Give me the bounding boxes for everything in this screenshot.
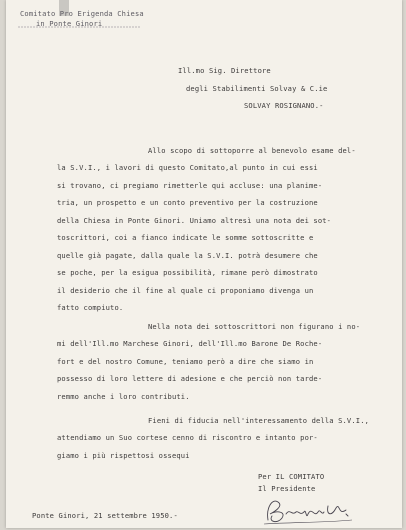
body-p1-line-4: tria, un prospetto e un conto preventivo per la costruzione [57, 198, 318, 207]
closing-line-2: Il Presidente [258, 484, 316, 493]
body-p2-line-1: Nella nota dei sottoscrittori non figurano i no- [148, 322, 361, 331]
body-p1-line-3: si trovano, ci pregiamo rimetterle qui accluse: una planime- [57, 181, 323, 190]
recipient-line-1: Ill.mo Sig. Direttore [178, 66, 271, 75]
body-p1-line-5: della Chiesa in Ponte Ginori. Uniamo altresì una nota dei sot- [57, 216, 332, 225]
body-p1-line-6: toscrittori, coi a fianco indicate le somme sottoscritte e [57, 233, 314, 242]
body-p1-line-1: Allo scopo di sottoporre al benevolo esame del- [148, 146, 356, 155]
letter-sheet [6, 0, 402, 528]
body-p3-line-3: giamo i più rispettosi ossequi [57, 451, 190, 460]
recipient-line-2: degli Stabilimenti Solvay & C.ie [186, 84, 328, 93]
body-p2-line-4: possesso di loro lettere di adesione e che perciò non tarde- [57, 374, 323, 383]
letterhead-line-2: in Ponte Ginori [36, 19, 103, 28]
body-p1-line-10: fatto compiuto. [57, 303, 124, 312]
place-date: Ponte Ginori, 21 settembre 1950.- [32, 511, 178, 520]
letterhead-underline [18, 6, 154, 31]
closing-line-1: Per IL COMITATO [258, 472, 325, 481]
body-p2-line-3: fort e del nostro Comune, teniamo però a dire che siamo in [57, 357, 314, 366]
body-p1-line-7: quelle già pagate, dalla quale la S.V.I. potrà desumere che [57, 251, 318, 260]
body-p3-line-1: Fieni di fiducia nell'interessamento della S.V.I., [148, 416, 370, 425]
body-p1-line-8: se poche, per la esigua possibilità, rimane però dimostrato [57, 268, 318, 277]
letterhead-line-1: Comitato Pro Erigenda Chiesa [20, 9, 144, 18]
body-p1-line-2: la S.V.I., i lavori di questo Comitato,al punto in cui essi [57, 163, 318, 172]
recipient-line-3: SOLVAY ROSIGNANO.- [244, 101, 324, 110]
handwritten-signature [262, 494, 354, 526]
body-p1-line-9: il desiderio che il fine al quale ci proponiamo divenga un [57, 286, 314, 295]
body-p2-line-5: remmo anche i loro contributi. [57, 392, 190, 401]
body-p3-line-2: attendiamo un Suo cortese cenno di riscontro e intanto por- [57, 433, 318, 442]
body-p2-line-2: mi dell'Ill.mo Marchese Ginori, dell'Ill.mo Barone De Roche- [57, 339, 323, 348]
